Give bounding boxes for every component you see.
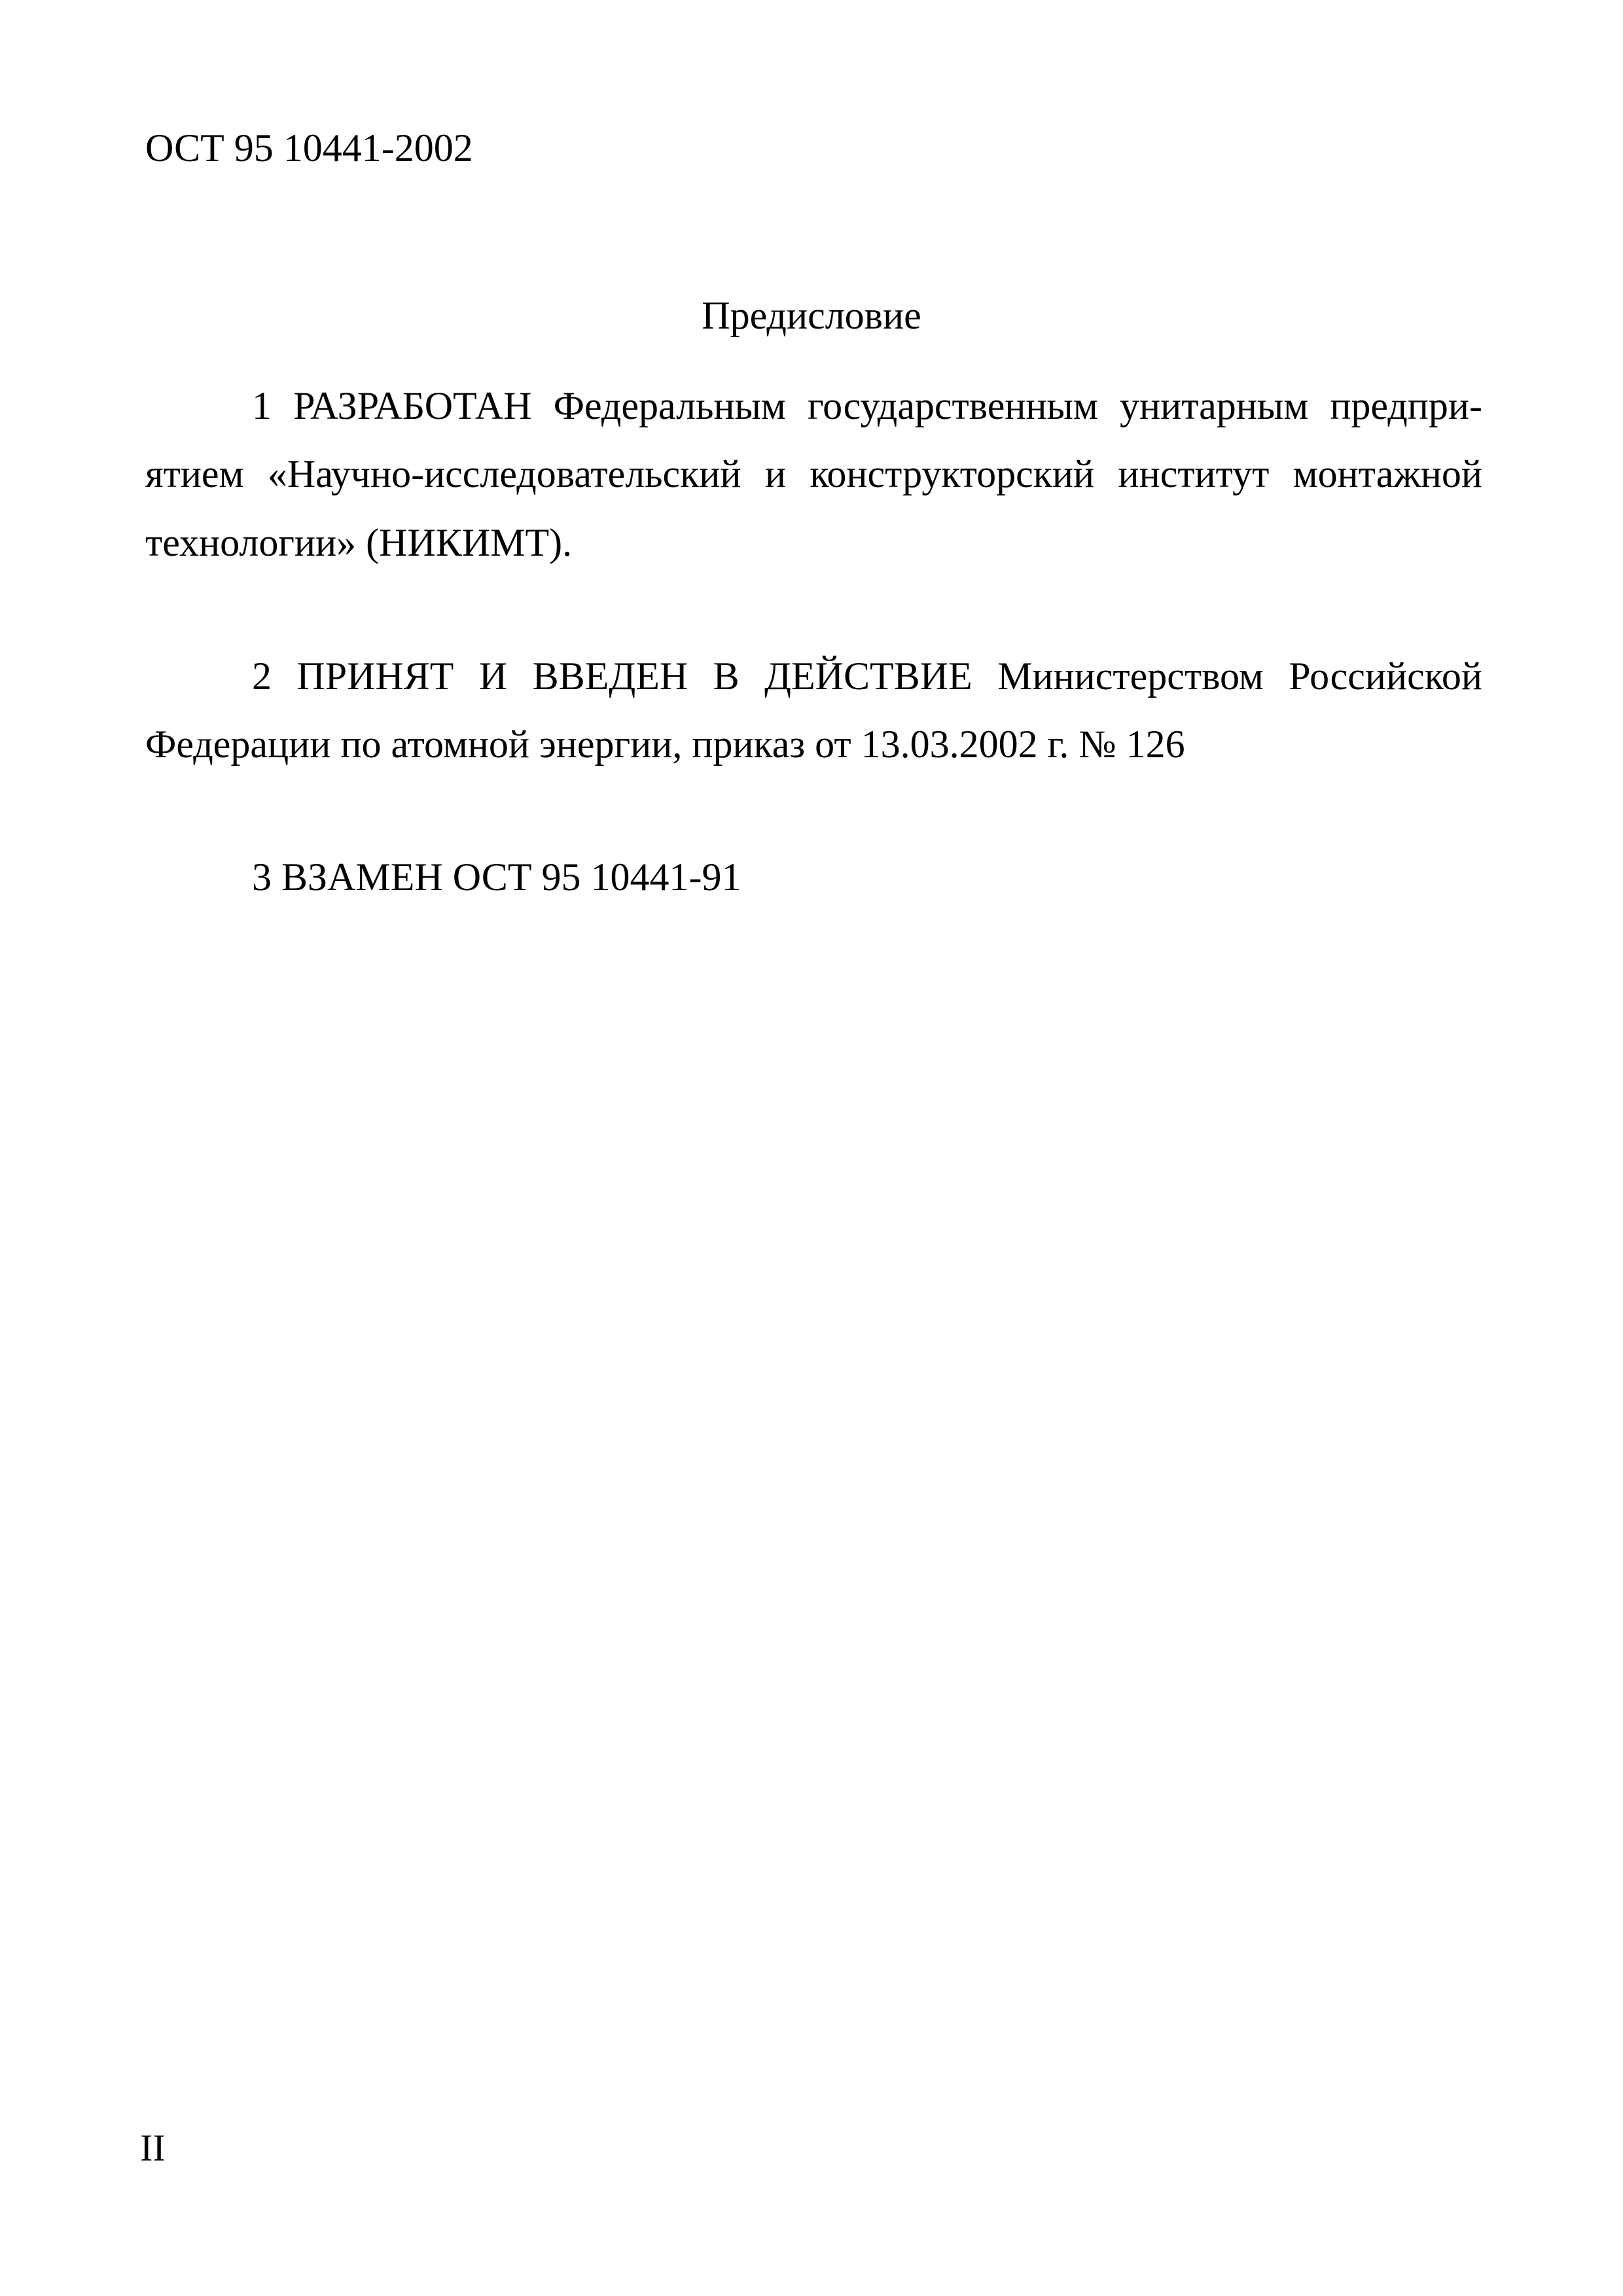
page-title: Предисловие [702,294,921,337]
paragraph-3-line-1: 3 ВЗАМЕН ОСТ 95 10441-91 [252,855,741,899]
document-code-header: ОСТ 95 10441-2002 [145,126,473,170]
paragraph-1-line-1: 1 РАЗРАБОТАН Федеральным государственным унитарным предпри- [252,384,1482,427]
paragraph-1-line-2: ятием «Научно-исследовательский и конструкторский институт монтажной [145,452,1482,495]
paragraph-2-line-2: Федерации по атомной энергии, приказ от 13.03.2002 г. № 126 [145,723,1185,766]
paragraph-1-line-3: технологии» (НИКИМТ). [145,521,573,564]
page-number: II [140,2126,166,2169]
paragraph-2-line-1: 2 ПРИНЯТ И ВВЕДЕН В ДЕЙСТВИЕ Министерством Российской [252,655,1482,698]
